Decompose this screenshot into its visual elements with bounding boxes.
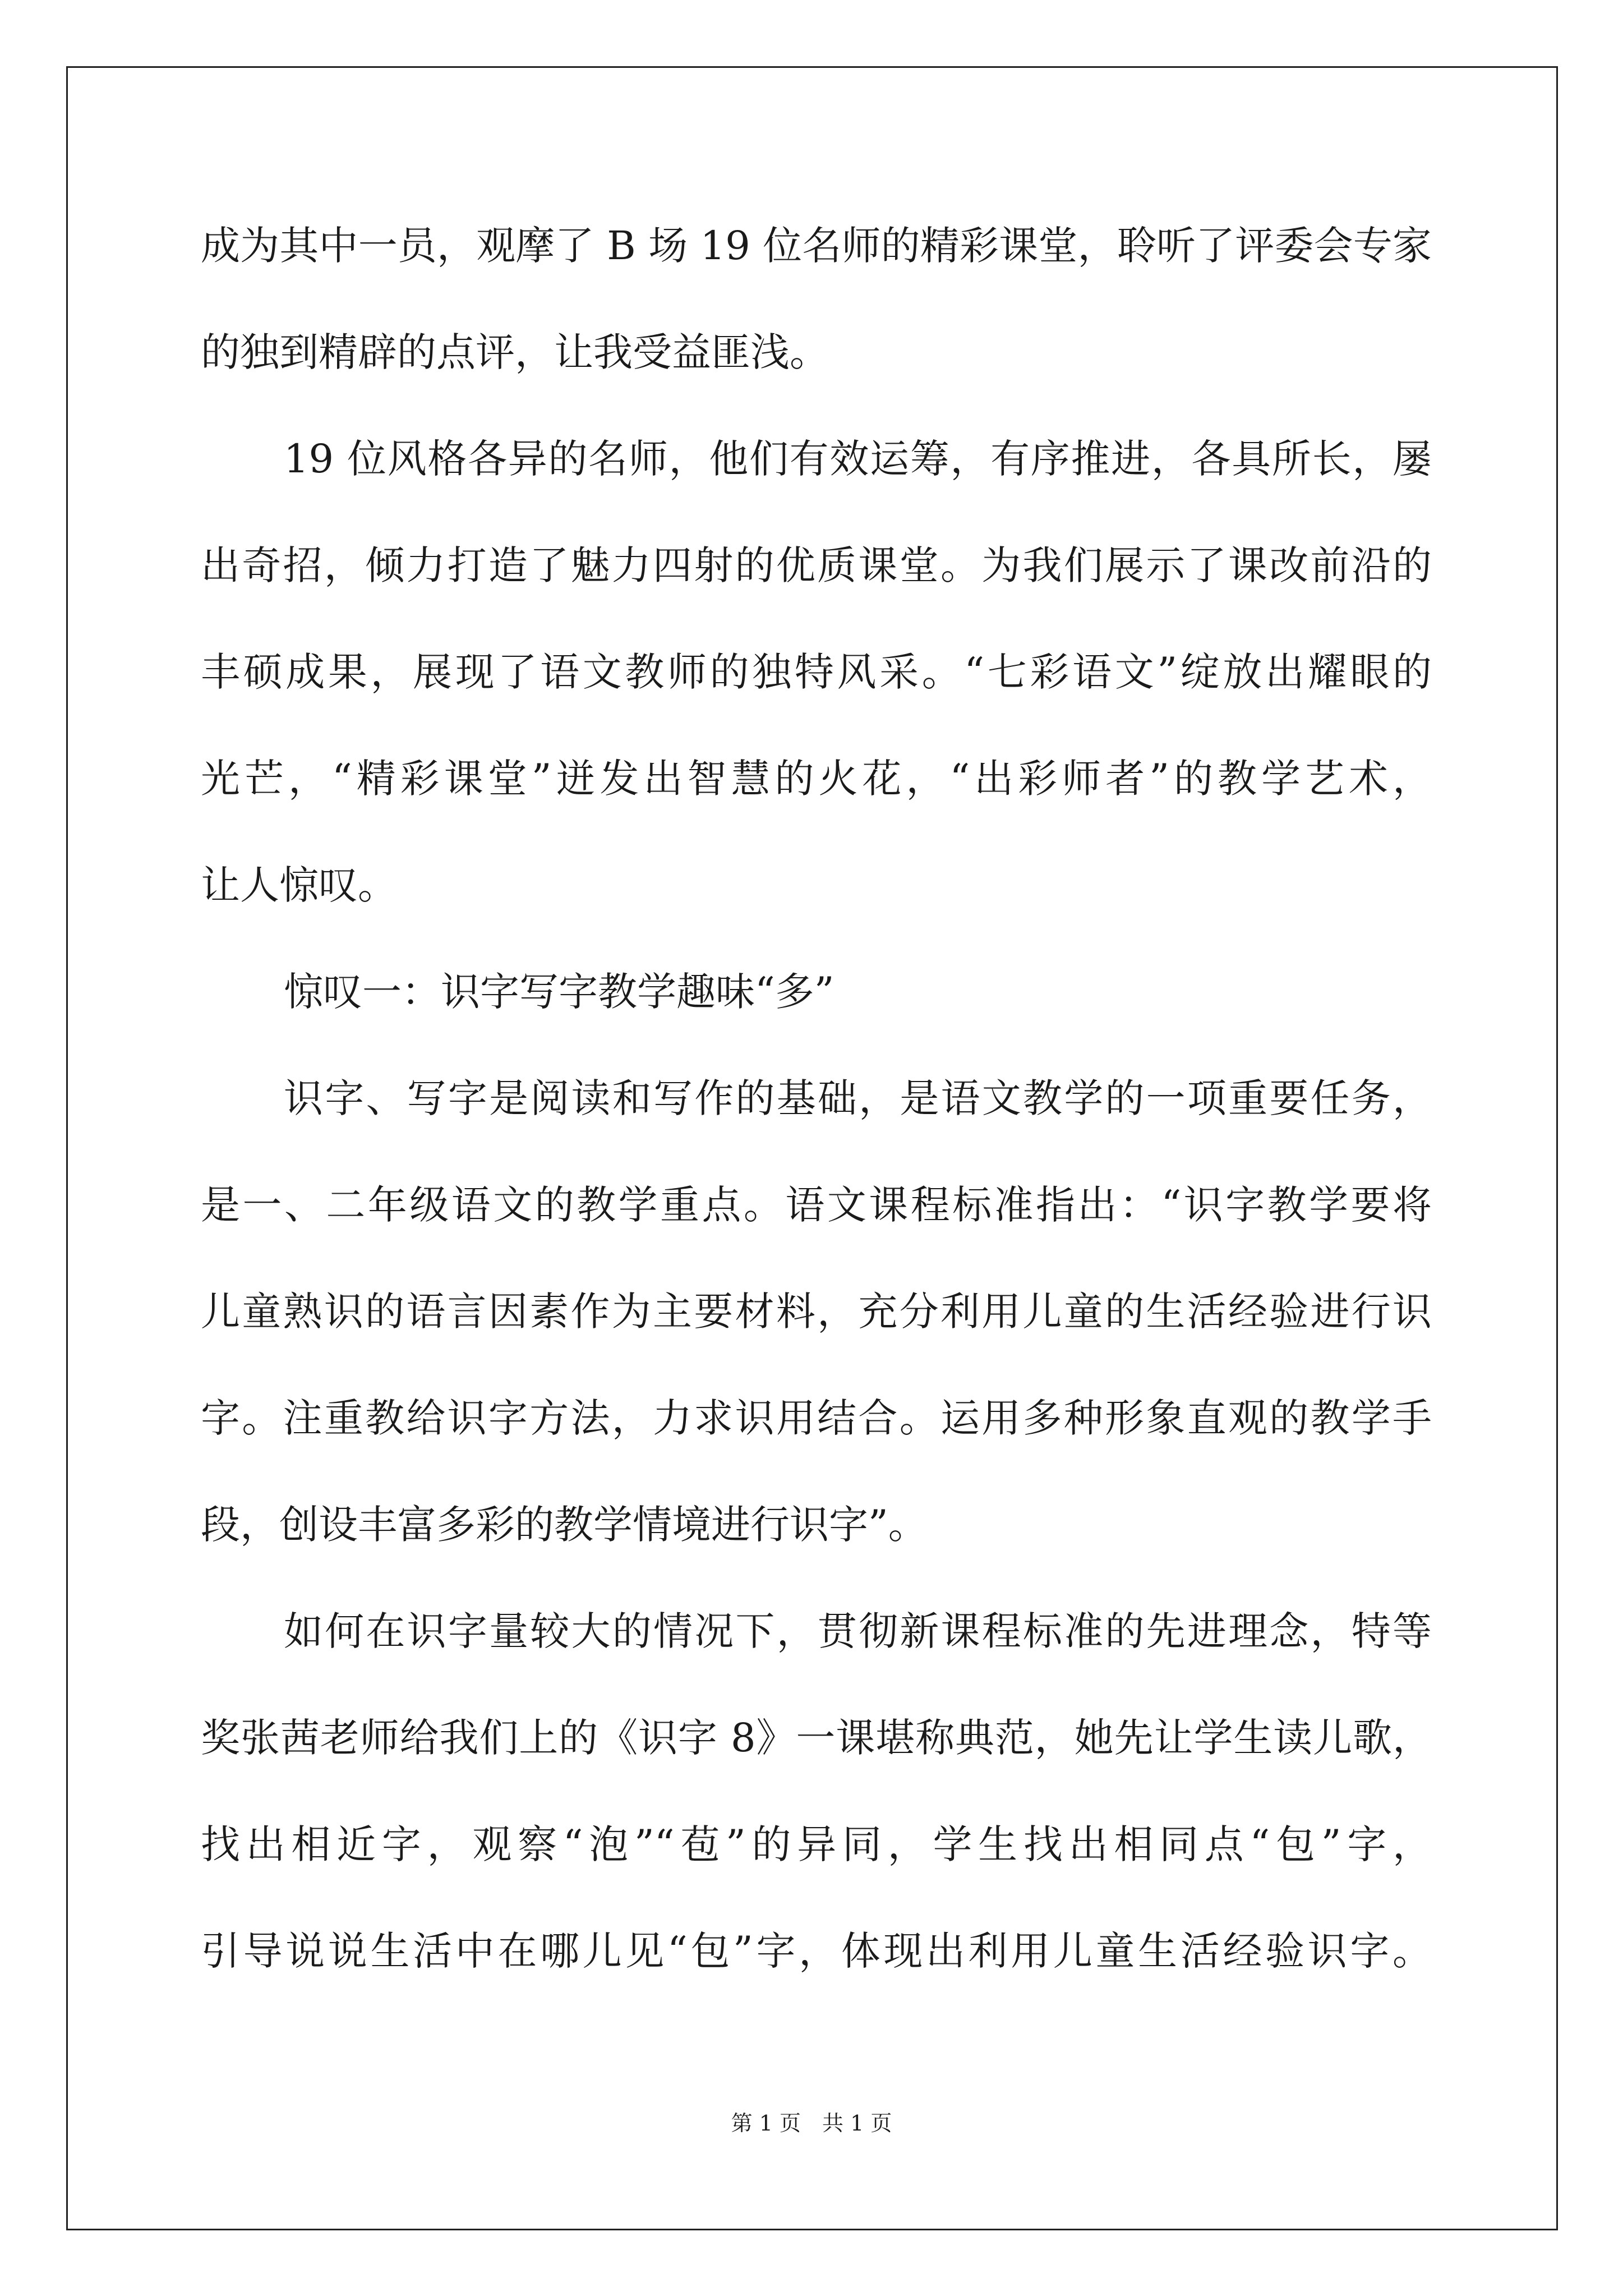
- text-line: 让人惊叹。: [201, 862, 397, 908]
- text-line: 段，创设丰富多彩的教学情境进行识字”。: [201, 1502, 928, 1548]
- text-line: 丰硕成果，展现了语文教师的独特风采。“七彩语文”绽放出耀眼的: [201, 649, 1432, 695]
- text-line: 出奇招，倾力打造了魅力四射的优质课堂。为我们展示了课改前沿的: [201, 542, 1432, 588]
- text-line: 找出相近字，观察“泡”“苞”的异同，学生找出相同点“包”字，: [201, 1821, 1432, 1867]
- page-number-footer: 第 1 页 共 1 页: [731, 2111, 892, 2136]
- text-line: 儿童熟识的语言因素作为主要材料，充分利用儿童的生活经验进行识: [201, 1289, 1432, 1335]
- document-body: [201, 218, 1432, 2030]
- text-line: 字。注重教给识字方法，力求识用结合。运用多种形象直观的教学手: [201, 1395, 1432, 1441]
- text-line: 引导说说生活中在哪儿见“包”字，体现出利用儿童生活经验识字。: [201, 1928, 1432, 1974]
- text-line: 识字、写字是阅读和写作的基础，是语文教学的一项重要任务，: [284, 1075, 1432, 1121]
- text-line: 的独到精辟的点评，让我受益匪浅。: [201, 329, 829, 375]
- text-line: 是一、二年级语文的教学重点。语文课程标准指出：“识字教学要将: [201, 1182, 1432, 1228]
- text-line: 19 位风格各异的名师，他们有效运筹，有序推进，各具所长，屡: [284, 436, 1432, 482]
- text-line: 光芒，“精彩课堂”迸发出智慧的火花，“出彩师者”的教学艺术，: [201, 756, 1432, 802]
- section-heading: 惊叹一：识字写字教学趣味“多”: [284, 969, 834, 1015]
- text-line: 如何在识字量较大的情况下，贯彻新课程标准的先进理念，特等: [284, 1608, 1432, 1654]
- text-line: 奖张茜老师给我们上的《识字 8》一课堪称典范，她先让学生读儿歌，: [201, 1715, 1432, 1761]
- text-line: 成为其中一员，观摩了 B 场 19 位名师的精彩课堂，聆听了评委会专家: [201, 223, 1432, 269]
